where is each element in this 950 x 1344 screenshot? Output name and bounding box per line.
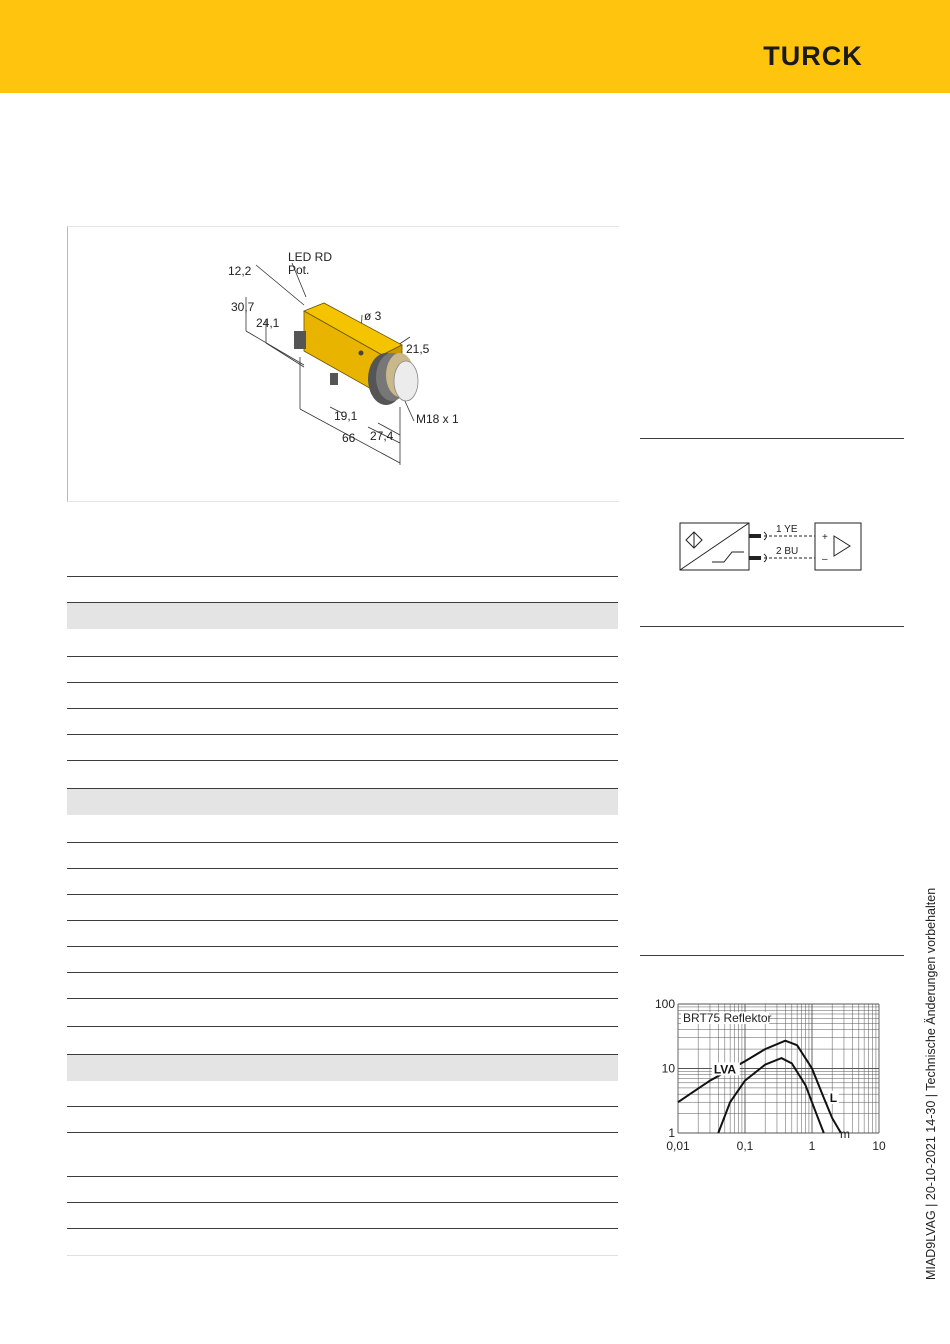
brand-name: TURCK (763, 44, 863, 68)
dim-height-inner: 24,1 (256, 316, 280, 330)
table-row (67, 656, 618, 683)
table-section-row (67, 602, 618, 629)
range-chart (636, 992, 906, 1162)
chart-annotation: BRT75 Reflektor (683, 1011, 772, 1025)
dimension-drawing (67, 226, 619, 502)
table-row (67, 1202, 618, 1229)
dim-width: 12,2 (228, 264, 252, 278)
x-tick-label: 10 (872, 1139, 886, 1153)
divider (640, 438, 904, 439)
side-footer-text: MIAD9LVAG | 20-10-2021 14-30 | Technische Änderungen vorbehalten (924, 887, 938, 1280)
minus-label: – (822, 554, 828, 565)
table-row (67, 1228, 618, 1256)
table-row (67, 734, 618, 761)
x-tick-label: 0,1 (736, 1139, 754, 1153)
table-section-row (67, 788, 618, 815)
divider (640, 955, 904, 956)
plus-label: + (822, 532, 828, 543)
table-row (67, 576, 618, 603)
dim-length: 66 (342, 431, 356, 445)
dim-wrench: 21,5 (406, 342, 430, 356)
header-bar (0, 0, 950, 93)
turck-logo (712, 44, 914, 68)
dim-pot-label: Pot. (288, 263, 310, 277)
table-row (67, 1106, 618, 1133)
y-tick-label: 1 (668, 1126, 675, 1140)
table-row (67, 682, 618, 709)
divider (640, 626, 904, 627)
table-row (67, 708, 618, 735)
table-row (67, 894, 618, 921)
x-unit-label: m (840, 1127, 850, 1141)
table-row (67, 946, 618, 973)
table-row (67, 842, 618, 869)
table-row (67, 1132, 618, 1177)
series-line-l (678, 1041, 841, 1133)
dim-mount: 19,1 (334, 409, 358, 423)
series-label-lva: LVA (713, 1062, 737, 1077)
wire-2-label: 2 BU (776, 546, 799, 557)
y-tick-label: 100 (654, 997, 675, 1011)
dim-thread: M18 x 1 (416, 412, 459, 426)
series-label-l: L (829, 1090, 838, 1105)
y-tick-label: 10 (661, 1061, 675, 1076)
dim-hole: ø 3 (364, 309, 382, 323)
table-row (67, 1176, 618, 1203)
table-row (67, 920, 618, 947)
table-row (67, 760, 618, 787)
dim-lens: 27,4 (370, 429, 394, 443)
table-row (67, 998, 618, 1025)
sensor-body-icon (294, 303, 418, 405)
table-section-row (67, 1054, 618, 1081)
table-row (67, 972, 618, 999)
x-tick-label: 1 (808, 1139, 816, 1153)
wiring-diagram (672, 512, 872, 576)
sensor-drawing (68, 227, 619, 501)
dim-led-label: LED RD (288, 250, 333, 264)
x-tick-label: 0,01 (666, 1139, 690, 1153)
dim-height: 30,7 (231, 300, 255, 314)
table-row (67, 1026, 618, 1053)
wire-1-label: 1 YE (776, 524, 798, 535)
table-row (67, 868, 618, 895)
